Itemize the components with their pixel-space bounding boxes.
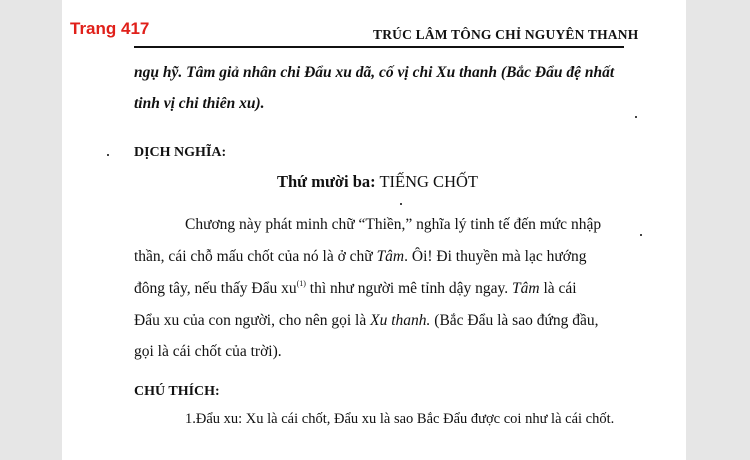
running-header: TRÚC LÂM TÔNG CHỈ NGUYÊN THANH [373,27,639,42]
page-number-label: Trang 417 [70,19,150,38]
intro-line-2: tinh vị chi thiên xu). [134,95,265,112]
body-line-2-em: Tâm [376,248,405,265]
body-line-5: gọi là cái chốt của trời). [134,343,282,360]
body-line-2 [134,248,586,266]
body-line-4-em: Xu thanh. [370,312,431,329]
body-line-4-c: (Bắc Đẩu là sao đứng đầu, [430,312,599,329]
footnote-ref-1[interactable]: (1) [296,279,306,288]
body-line-1: Chương này phát minh chữ “Thiền,” nghĩa lý tinh tế đến mức nhập [185,216,602,233]
body-line-3-d: là cái [539,280,577,297]
body-line-4-a: Đẩu xu của con người, cho nên gọi là [134,312,371,329]
body-line-3 [134,280,577,298]
body-line-2-c: . Ôi! Đi thuyền mà lạc hướng [404,248,587,265]
body-line-3-em: Tâm [512,280,540,297]
body-line-3-a: đông tây, nếu thấy Đẩu xu [134,280,297,297]
body-line-2-a: thần, cái chỗ mấu chốt của nó là ở chữ [134,248,377,265]
body-line-4 [134,312,599,330]
footnote-1: 1.Đẩu xu: Xu là cái chốt, Đẩu xu là sao Bắc Đẩu được coi như là cái chốt. [185,411,615,427]
chapter-title-name: TIẾNG CHỐT [379,172,478,191]
scan-speck [107,154,109,156]
notes-heading: CHÚ THÍCH: [134,384,220,399]
intro-line-1: ngụ hỹ. Tâm giả nhân chi Đẩu xu dã, cố vị chi Xu thanh (Bắc Đẩu đệ nhất [134,64,615,81]
translation-heading: DỊCH NGHĨA: [134,145,227,160]
scan-speck [400,203,402,205]
scan-speck [635,116,637,118]
scan-speck [640,234,642,236]
body-line-3-b: thì như người mê tỉnh dậy ngay. [305,280,513,297]
chapter-title-prefix: Thứ mười ba: [277,172,376,191]
chapter-title [277,172,478,192]
header-rule [134,46,624,48]
